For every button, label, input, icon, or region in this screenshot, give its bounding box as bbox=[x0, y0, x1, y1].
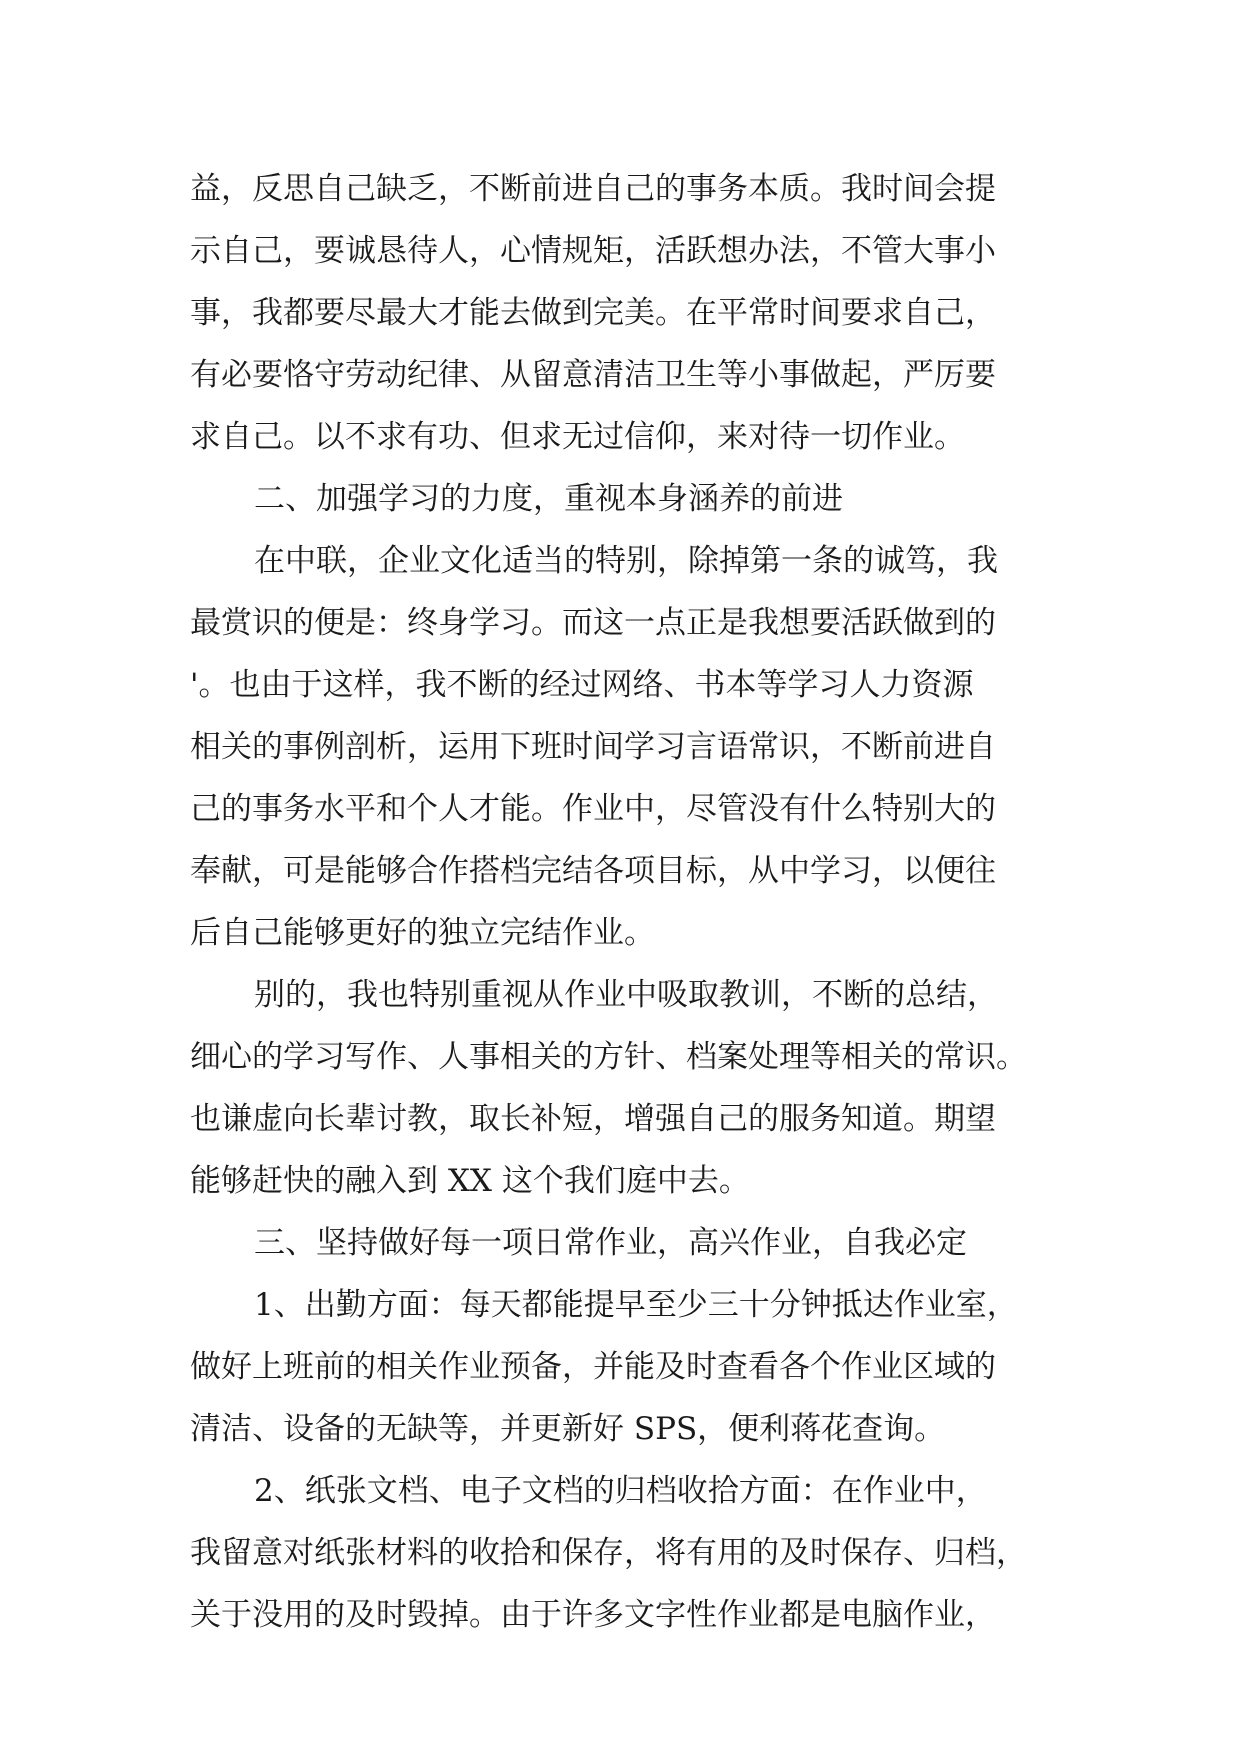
text-line: 清洁、设备的无缺等，并更新好 SPS，便利蒋花查询。 bbox=[190, 1411, 946, 1447]
text-line: 益，反思自己缺乏，不断前进自己的事务本质。我时间会提 bbox=[190, 171, 996, 207]
text-line: 我留意对纸张材料的收拾和保存，将有用的及时保存、归档， bbox=[190, 1535, 1027, 1571]
text-line: 求自己。以不求有功、但求无过信仰，来对待一切作业。 bbox=[190, 419, 965, 455]
text-line: 做好上班前的相关作业预备，并能及时查看各个作业区域的 bbox=[190, 1349, 996, 1385]
text-line: 2、纸张文档、电子文档的归档收拾方面：在作业中， bbox=[254, 1473, 987, 1509]
text-line: 事，我都要尽最大才能去做到完美。在平常时间要求自己， bbox=[190, 295, 996, 331]
text-line: 别的，我也特别重视从作业中吸取教训，不断的总结， bbox=[254, 977, 998, 1013]
text-line: 奉献，可是能够合作搭档完结各项目标，从中学习，以便往 bbox=[190, 853, 996, 889]
text-line: 最赏识的便是：终身学习。而这一点正是我想要活跃做到的 bbox=[190, 605, 996, 641]
text-line: 后自己能够更好的独立完结作业。 bbox=[190, 915, 655, 951]
text-line: 在中联，企业文化适当的特别，除掉第一条的诚笃，我 bbox=[254, 543, 998, 579]
text-line: 相关的事例剖析，运用下班时间学习言语常识，不断前进自 bbox=[190, 729, 996, 765]
text-line: 细心的学习写作、人事相关的方针、档案处理等相关的常识。 bbox=[190, 1039, 1027, 1075]
section-heading: 二、加强学习的力度，重视本身涵养的前进 bbox=[254, 481, 843, 517]
document-body bbox=[190, 158, 1070, 1646]
text-line: 有必要恪守劳动纪律、从留意清洁卫生等小事做起，严厉要 bbox=[190, 357, 996, 393]
text-line: 己的事务水平和个人才能。作业中，尽管没有什么特别大的 bbox=[190, 791, 996, 827]
text-line: 示自己，要诚恳待人，心情规矩，活跃想办法，不管大事小 bbox=[190, 233, 996, 269]
text-line: 1、出勤方面：每天都能提早至少三十分钟抵达作业室， bbox=[254, 1287, 1018, 1323]
section-heading: 三、坚持做好每一项日常作业，高兴作业，自我必定 bbox=[254, 1225, 967, 1261]
text-line: 能够赶快的融入到 XX 这个我们庭中去。 bbox=[190, 1163, 750, 1199]
text-line: 也谦虚向长辈讨教，取长补短，增强自己的服务知道。期望 bbox=[190, 1101, 996, 1137]
text-line: '。也由于这样，我不断的经过网络、书本等学习人力资源 bbox=[190, 667, 974, 703]
text-line: 关于没用的及时毁掉。由于许多文字性作业都是电脑作业， bbox=[190, 1597, 996, 1633]
